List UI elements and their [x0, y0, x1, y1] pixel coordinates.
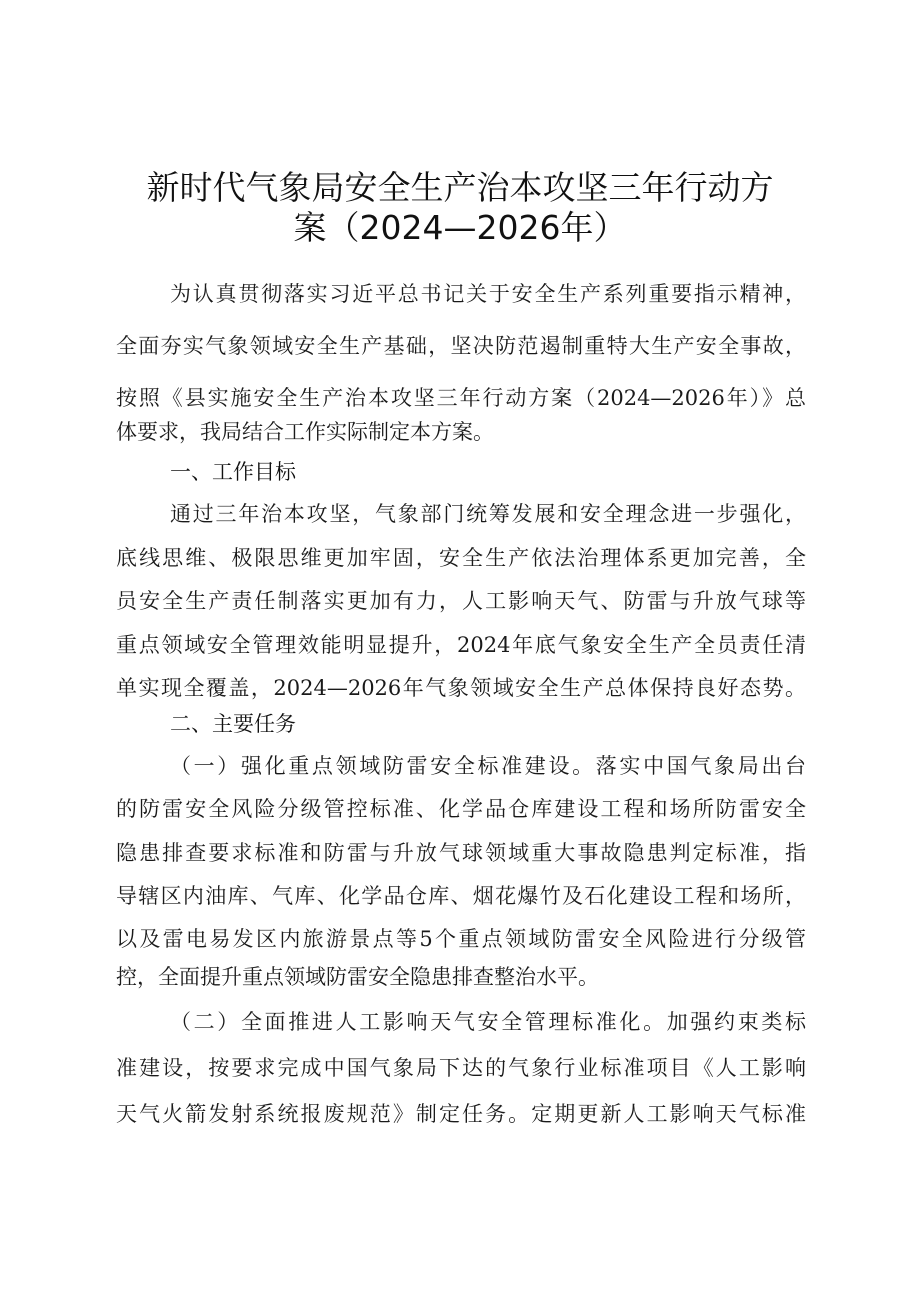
task1-line-4: 导辖区内油库、气库、化学品仓库、烟花爆竹及石化建设工程和场所，	[116, 884, 806, 908]
goals-line-4: 重点领域安全管理效能明显提升，2024年底气象安全生产全员责任清	[116, 633, 806, 657]
document-title-line-2: 案（2024—2026年）	[293, 208, 627, 247]
document-title-line-1: 新时代气象局安全生产治本攻坚三年行动方	[146, 168, 774, 207]
intro-line-3: 按照《县实施安全生产治本攻坚三年行动方案（2024—2026年）》总	[116, 386, 806, 410]
task1-line-2: 的防雷安全风险分级管控标准、化学品仓库建设工程和场所防雷安全	[116, 797, 806, 821]
goals-line-2: 底线思维、极限思维更加牢固，安全生产依法治理体系更加完善，全	[116, 546, 806, 570]
intro-line-1: 为认真贯彻落实习近平总书记关于安全生产系列重要指示精神，	[170, 282, 806, 306]
goals-line-5: 单实现全覆盖，2024—2026年气象领域安全生产总体保持良好态势。	[116, 676, 806, 700]
goals-line-3: 员安全生产责任制落实更加有力，人工影响天气、防雷与升放气球等	[116, 589, 806, 613]
task2-line-3: 天气火箭发射系统报废规范》制定任务。定期更新人工影响天气标准	[116, 1102, 806, 1126]
task1-line-5: 以及雷电易发区内旅游景点等5个重点领域防雷安全风险进行分级管	[116, 927, 806, 951]
task2-line-1: （二）全面推进人工影响天气安全管理标准化。加强约束类标	[170, 1010, 806, 1034]
task2-line-2: 准建设，按要求完成中国气象局下达的气象行业标准项目《人工影响	[116, 1056, 806, 1080]
goals-line-1: 通过三年治本攻坚，气象部门统筹发展和安全理念进一步强化，	[170, 502, 806, 526]
task1-line-6: 控，全面提升重点领域防雷安全隐患排查整治水平。	[116, 965, 599, 989]
task1-line-3: 隐患排查要求标准和防雷与升放气球领域重大事故隐患判定标准，指	[116, 841, 806, 865]
intro-line-2: 全面夯实气象领域安全生产基础，坚决防范遏制重特大生产安全事故，	[116, 334, 806, 358]
task1-line-1: （一）强化重点领域防雷安全标准建设。落实中国气象局出台	[170, 754, 806, 778]
section-heading-goals: 一、工作目标	[170, 460, 296, 484]
intro-line-4: 体要求，我局结合工作实际制定本方案。	[116, 420, 494, 444]
section-heading-tasks: 二、主要任务	[170, 712, 296, 736]
